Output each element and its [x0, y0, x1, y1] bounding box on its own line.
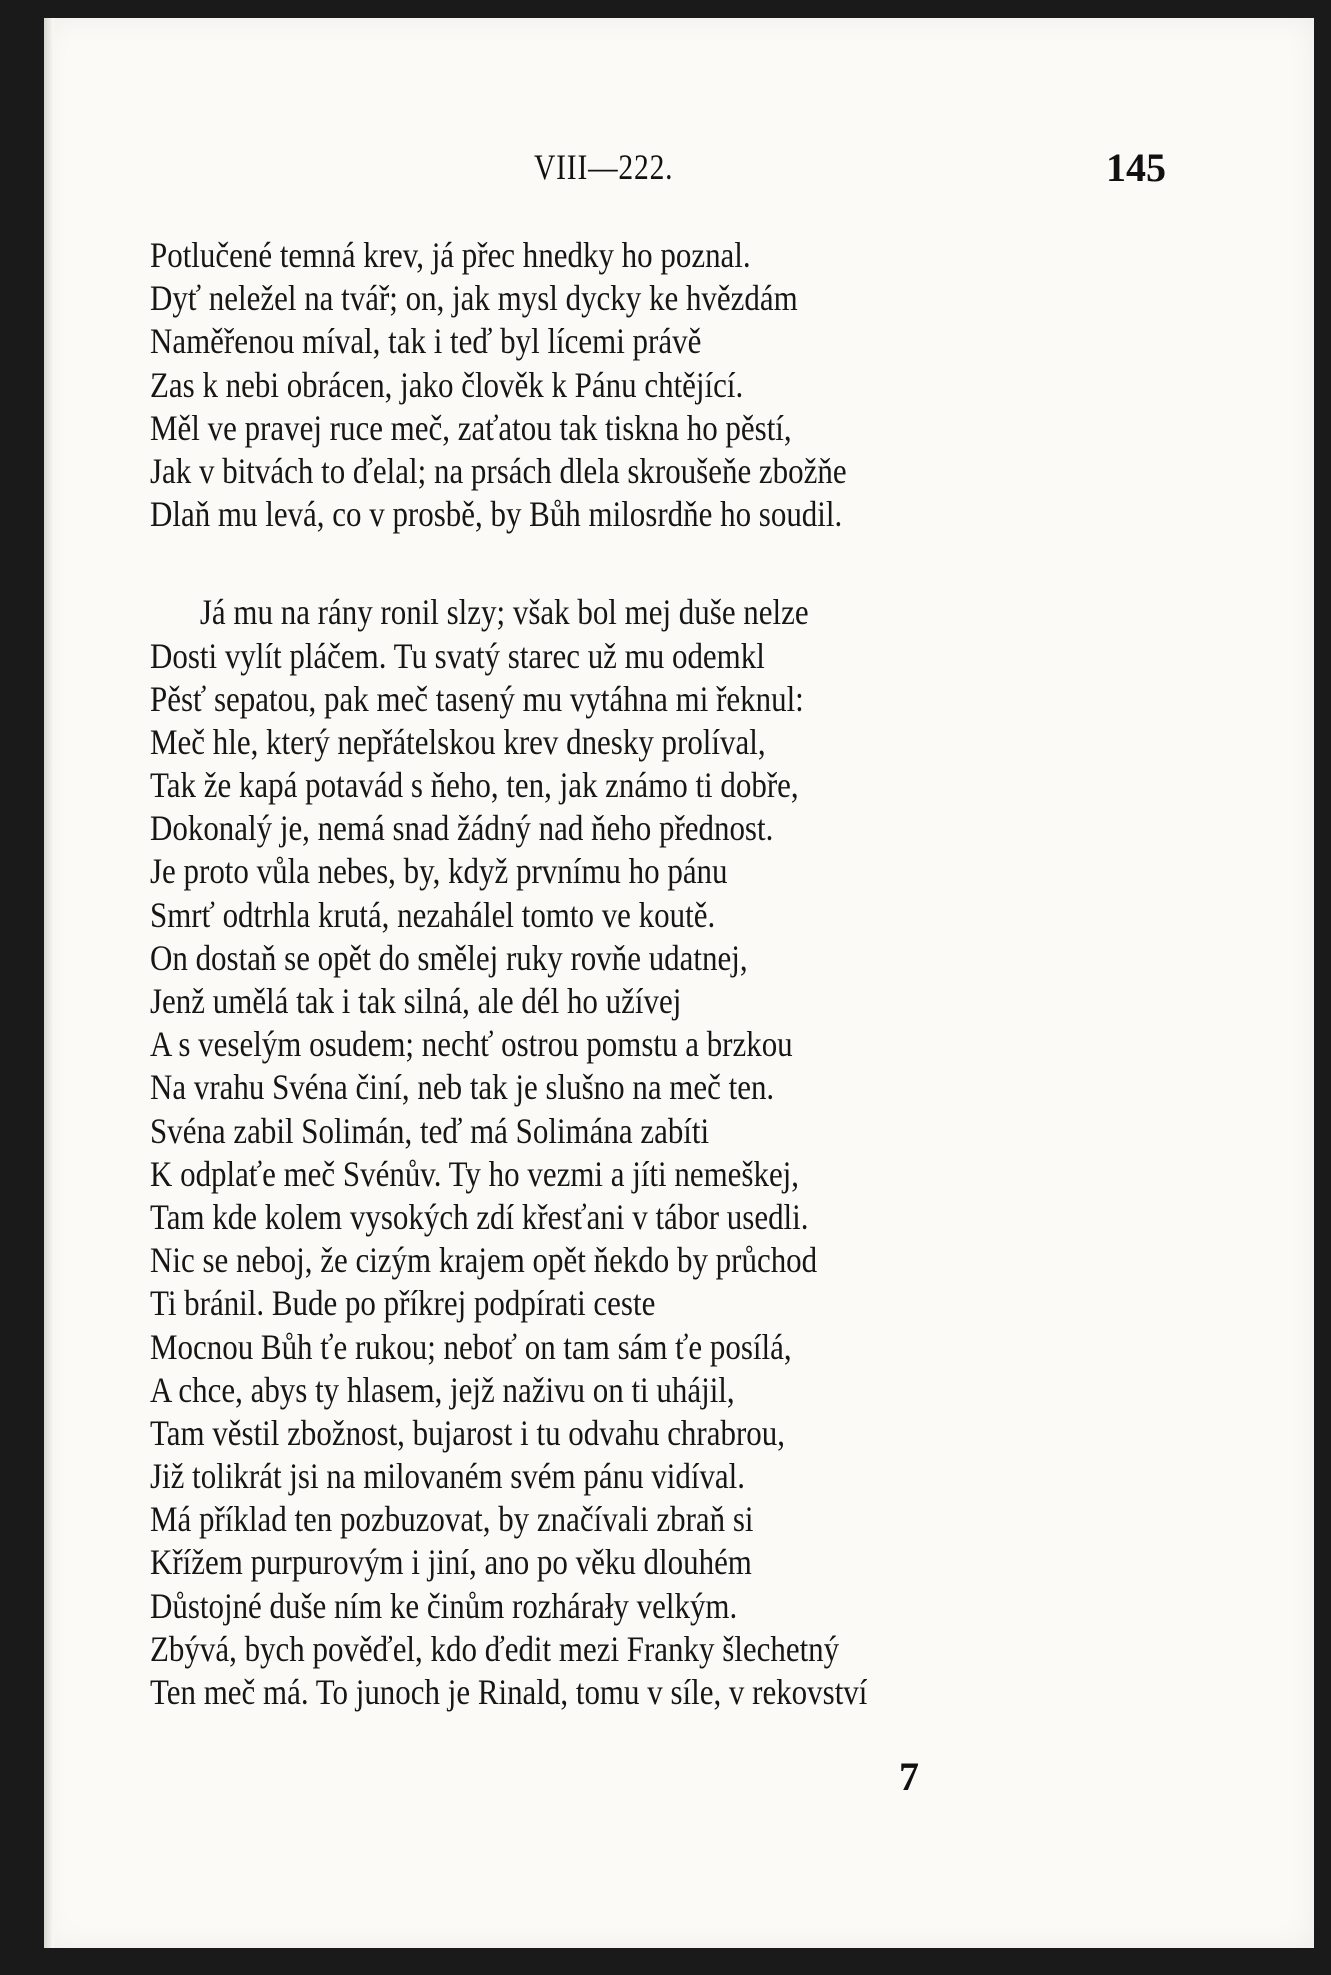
text-line: Dyť neležel na tvář; on, jak mysl dycky ke hvězdám: [150, 278, 798, 319]
text-line: Již tolikrát jsi na milovaném svém pánu vidíval.: [150, 1456, 746, 1497]
text-line: Tam věstil zbožnost, bujarost i tu odvahu chrabrou,: [150, 1412, 785, 1453]
text-line: Pěsť sepatou, pak meč tasený mu vytáhna mi řeknul:: [150, 678, 804, 719]
text-line: Smrť odtrhla krutá, nezahálel tomto ve koutě.: [150, 894, 716, 935]
text-line: Svéna zabil Solimán, teď má Solimána zabíti: [150, 1110, 710, 1151]
text-line: Křížem purpurovým i jiní, ano po věku dlouhém: [150, 1542, 752, 1583]
text-line: Já mu na rány ronil slzy; však bol mej duše nelze: [199, 592, 809, 633]
stanza-1: [150, 234, 1250, 536]
text-line: Zas k nebi obrácen, jako člověk k Pánu chtějící.: [150, 364, 744, 405]
stanza-gap: [150, 536, 1250, 591]
text-line: Jak v bitvách to ďelal; na prsách dlela skroušeňe zbožňe: [150, 450, 847, 491]
text-line: Má příklad ten pozbuzovat, by značívali zbraň si: [150, 1499, 754, 1540]
text-line: Na vrahu Svéna činí, neb tak je slušno na meč ten.: [150, 1067, 775, 1108]
running-header: [44, 136, 1314, 196]
text-line: Tam kde kolem vysokých zdí křesťani v tábor usedli.: [150, 1196, 809, 1237]
text-line: Mocnou Bůh ťe rukou; neboť on tam sám ťe posílá,: [150, 1326, 792, 1367]
text-line: Nic se neboj, že cizým krajem opět ňekdo by průchod: [150, 1240, 818, 1281]
text-line: Důstojné duše ním ke činům rozhárały velkým.: [150, 1585, 738, 1626]
signature-label: VIII—222.: [534, 147, 674, 187]
text-line: Dosti vylít pláčem. Tu svatý starec už mu odemkl: [150, 635, 765, 676]
text-line: Jenž umělá tak i tak silná, ale dél ho užívej: [150, 981, 682, 1021]
text-line: Je proto vůla nebes, by, když prvnímu ho pánu: [150, 851, 728, 892]
text-line: Ten meč má. To junoch je Rinald, tomu v síle, v rekovství: [150, 1672, 868, 1712]
page-edge-shadow: [44, 18, 54, 1948]
text-line: Potlučené temná krev, já přec hnedky ho poznal.: [150, 235, 751, 275]
text-line: A chce, abys ty hlasem, jejž naživu on ti uhájil,: [150, 1369, 735, 1410]
text-line: On dostaň se opět do smělej ruky rovňe udatnej,: [150, 937, 748, 978]
text-line: Dokonalý je, nemá snad žádný nad ňeho přednost.: [150, 808, 774, 849]
text-line: Dlaň mu levá, co v prosbě, by Bůh milosrdňe ho soudil.: [150, 494, 843, 535]
text-line: Zbývá, bych pověďel, kdo ďedit mezi Franky šlechetný: [150, 1628, 840, 1669]
text-line: Naměřenou míval, tak i teď byl lícemi právě: [150, 321, 702, 362]
text-body: [150, 234, 1250, 1714]
page-number: 145: [1106, 145, 1166, 190]
text-line: Měl ve pravej ruce meč, zaťatou tak tiskna ho pěstí,: [150, 407, 792, 448]
text-line: K odplaťe meč Svénův. Ty ho vezmi a jíti nemeškej,: [150, 1153, 800, 1194]
text-line: Meč hle, který nepřátelskou krev dnesky prolíval,: [150, 721, 766, 762]
text-line: Tak že kapá potavád s ňeho, ten, jak známo ti dobře,: [150, 765, 799, 806]
stanza-2: [150, 591, 1250, 1714]
text-line: Ti bránil. Bude po příkrej podpírati ceste: [150, 1283, 656, 1324]
signature-mark: 7: [899, 1754, 919, 1799]
book-page: [44, 18, 1314, 1948]
text-line: A s veselým osudem; nechť ostrou pomstu a brzkou: [150, 1024, 793, 1065]
